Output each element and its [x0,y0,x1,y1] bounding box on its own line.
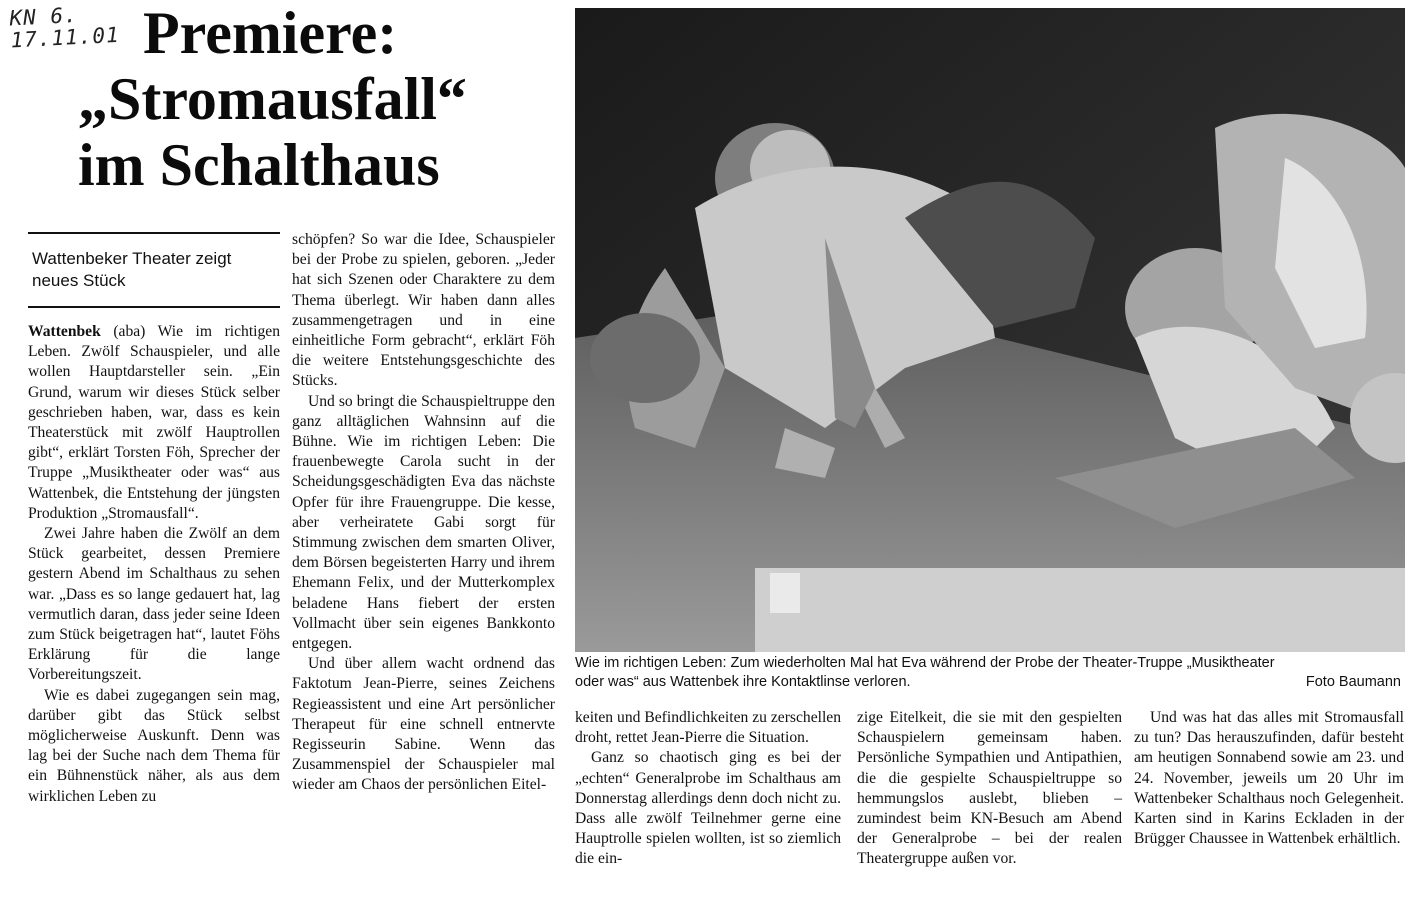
handwritten-date: 17.11.01 [10,22,121,53]
article-paragraph: Und was hat das alles mit Stromausfall zu tun? Das herauszufinden, dafür besteht am heutigen Sonnabend sowie am 23. und 24. November, jeweils um 20 Uhr im Wattenbeker Schalthaus noch Gelegenheit. Karten sind in Karins Eckladen in der Brügger Chaussee in Wattenbek erhältlich. [1134,709,1404,848]
article-paragraph: schöpfen? So war die Idee, Schauspieler bei der Probe zu spielen, geboren. „Jeder hat sich Szenen oder Charaktere zu dem Thema überlegt. Wir haben dann alles zusammengetragen und in eine einheitliche Form gebracht“, erklärt Föh die weitere Entstehungsgeschichte des Stücks. [292,231,555,390]
photo-image [575,8,1405,652]
photo-caption-block [575,654,1405,692]
article-paragraph: zige Eitelkeit, die sie mit den gespielten Schauspielern gemeinsam haben. Persönliche Sympathien und Antipathien, die die gespielte Schauspieltruppe so hemmungslos auslebt, blieben – zumindest beim KN-Besuch am Abend der Generalprobe – bei der realen Theatergruppe außen vor. [857,709,1122,868]
article-column-5 [1134,708,1404,849]
article-column-2 [292,230,555,796]
article-column-3 [575,708,841,870]
byline: (aba) [113,323,146,340]
subheadline-box [28,232,280,308]
article-column-1 [28,322,280,807]
article-paragraph: keiten und Befindlichkeiten zu zerschellen droht, rettet Jean-Pierre die Situation. [575,709,841,747]
dateline: Wattenbek [28,323,101,340]
article-paragraph: Zwei Jahre haben die Zwölf an dem Stück gearbeitet, dessen Premiere gestern Abend im Schalthaus zu sehen war. „Dass es so lange gedauert hat, lag vermutlich daran, dass jeder seine Ideen zum Stück beigetragen hat“, lautet Föhs Erklärung für die lange Vorbereitungszeit. [28,525,280,684]
headline-line-2: „Stromausfall“ [78,66,467,132]
article-paragraph: Ganz so chaotisch ging es bei der „echten“ Generalprobe im Schalthaus am Donnerstag allerdings denn doch nicht zu. Dass alle zwölf Teilnehmer gerne eine Hauptrolle spielen wollten, ist so ziemlich die ein- [575,749,841,868]
article-column-4 [857,708,1122,870]
rehearsal-photo [575,8,1405,652]
subheadline: Wattenbeker Theater zeigt neues Stück [32,249,232,290]
article-paragraph: Und über allem wacht ordnend das Faktotum Jean-Pierre, seines Zeichens Regieassistent und eine Art persönlicher Therapeut für eine schnell entnervte Regisseurin Sabine. Wenn das Zusammenspiel der Schauspieler mal wieder am Chaos der persönlichen Eitel- [292,655,555,794]
headline-line-3: im Schalthaus [78,132,440,198]
article-headline [78,0,568,198]
photo-caption: Wie im richtigen Leben: Zum wiederholten Mal hat Eva während der Probe der Theater-Truppe „Musiktheater oder was“ aus Wattenbek ihre Kontaktlinse verloren. [575,655,1275,690]
article-paragraph: Und so bringt die Schauspieltruppe den ganz alltäglichen Wahnsinn auf die Bühne. Wie im richtigen Leben: Die frauenbewegte Carola sucht in der Scheidungsgeschädigten Eva das nächste Opfer für ihre Frauengruppe. Die kesse, aber verheiratete Gabi sorgt für Stimmung zwischen dem smarten Oliver, dem Börsen begeisterten Harry und ihrem Ehemann Felix, und der Mutterkomplex beladene Hans fiebert der ersten Vollmacht über sein eigenes Bankkonto entgegen. [292,392,555,653]
photo-credit: Foto Baumann [1305,674,1401,690]
headline-line-1: Premiere: [143,0,398,66]
handwritten-source: KN 6. [8,2,79,31]
article-paragraph: Wattenbek (aba) Wie im richtigen Leben. Zwölf Schauspieler, und alle wollen Hauptdarsteller sein. „Ein Grund, warum wir dieses Stück selber geschrieben haben, war, dass es kein Theaterstück mit zwölf Hauptrollen gibt“, erklärt Torsten Föh, Sprecher der Truppe „Musiktheater oder was“ aus Wattenbek, die Entstehung der jüngsten Produktion „Stromausfall“. [28,323,280,522]
article-paragraph: Wie es dabei zugegangen sein mag, darüber gibt das Stück selbst möglicherweise Auskunft. Denn was lag bei der Suche nach dem Thema für ein Bühnenstück näher, als aus dem wirklichen Leben zu [28,686,280,805]
